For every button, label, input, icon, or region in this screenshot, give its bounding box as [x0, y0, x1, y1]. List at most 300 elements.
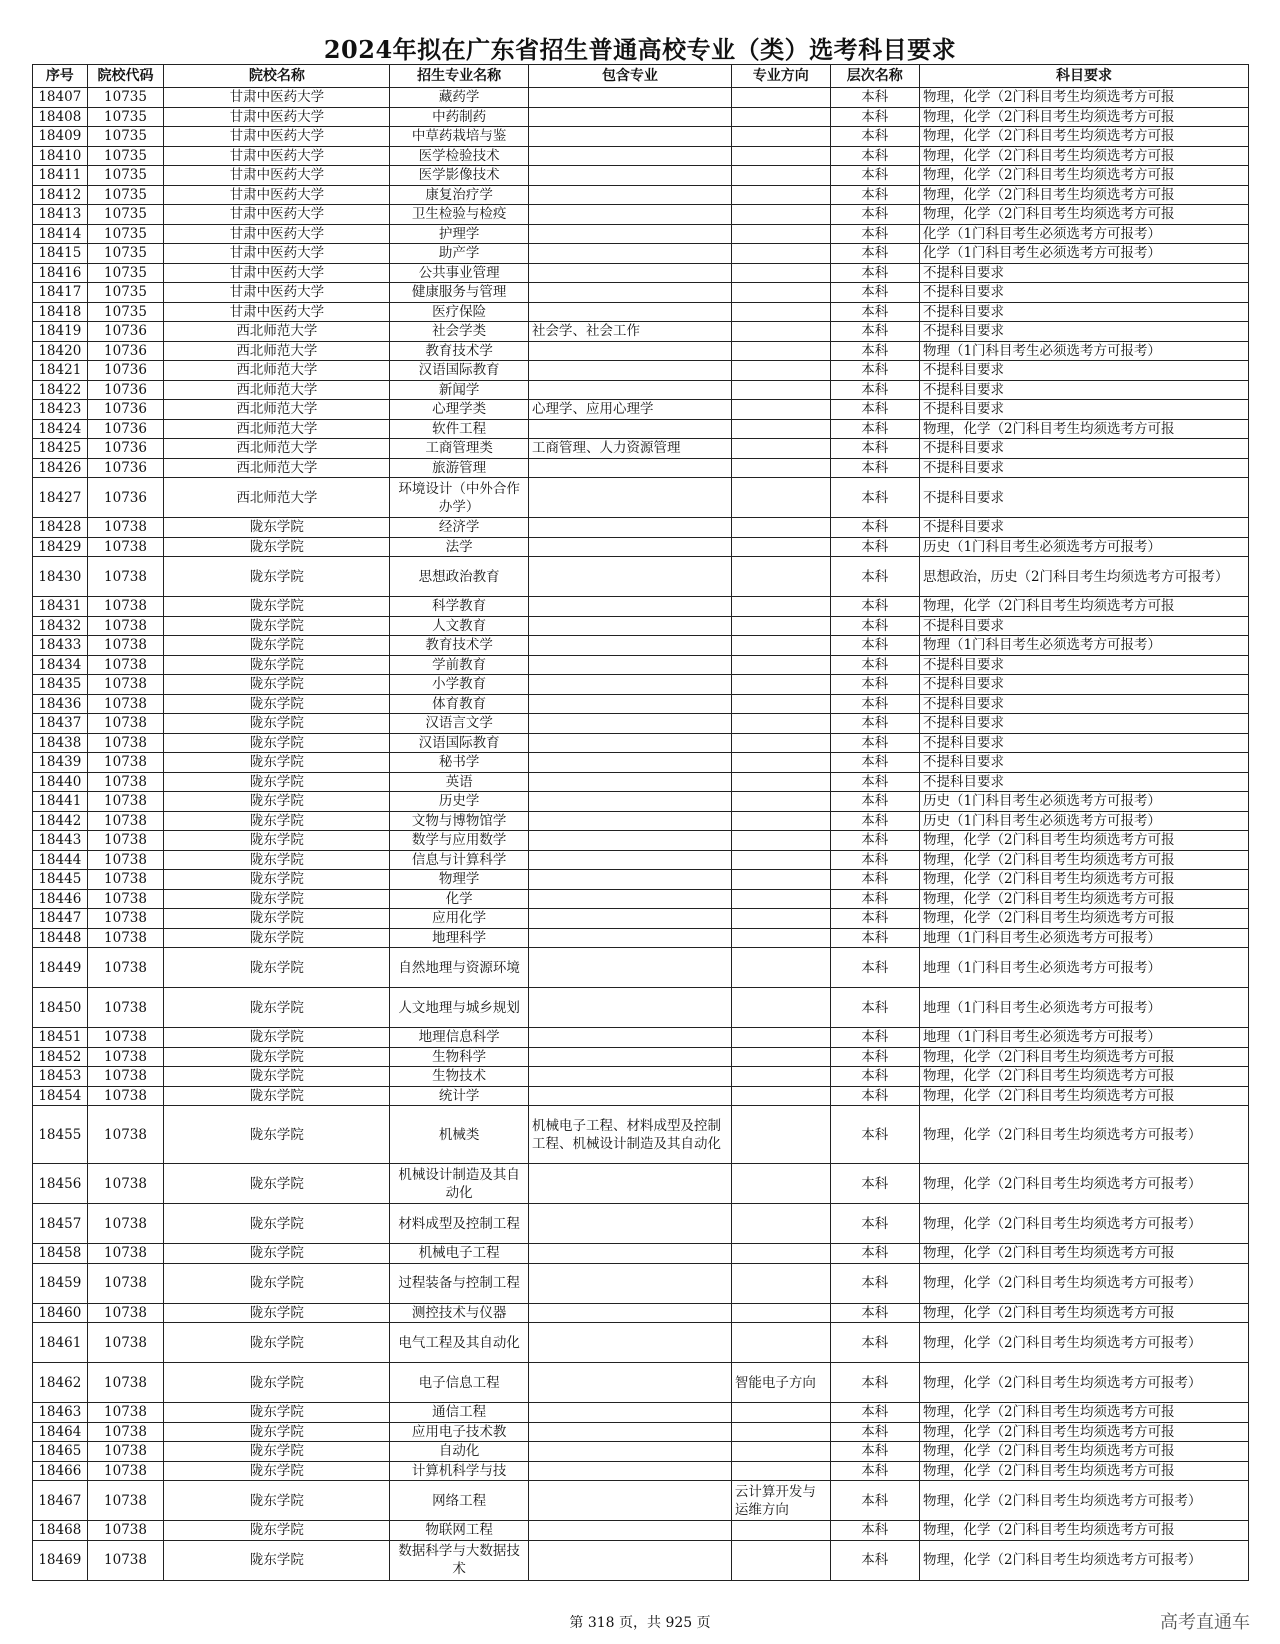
cell-major: 统计学: [390, 1086, 529, 1106]
cell-code: 10738: [87, 557, 164, 597]
cell-requirement: 物理（1门科目考生必须选考方可报考）: [919, 636, 1248, 656]
cell-requirement: 不提科目要求: [919, 714, 1248, 734]
cell-includes: [529, 224, 732, 244]
cell-seq: 18433: [33, 636, 88, 656]
cell-level: 本科: [830, 380, 919, 400]
cell-level: 本科: [830, 811, 919, 831]
cell-code: 10736: [87, 341, 164, 361]
cell-major: 信息与计算科学: [390, 850, 529, 870]
cell-includes: [529, 1067, 732, 1087]
table-row: [33, 909, 1249, 929]
cell-requirement: 化学（1门科目考生必须选考方可报考）: [919, 244, 1248, 264]
cell-direction: [731, 146, 830, 166]
cell-school: 陇东学院: [164, 1086, 390, 1106]
cell-level: 本科: [830, 1422, 919, 1442]
cell-code: 10738: [87, 1303, 164, 1323]
cell-requirement: 物理，化学（2门科目考生均须选考方可报: [919, 597, 1248, 617]
table-row: [33, 380, 1249, 400]
cell-direction: [731, 1403, 830, 1423]
cell-level: 本科: [830, 1461, 919, 1481]
cell-major: 汉语国际教育: [390, 361, 529, 381]
cell-requirement: 物理，化学（2门科目考生均须选考方可报: [919, 1521, 1248, 1541]
cell-level: 本科: [830, 655, 919, 675]
cell-requirement: 物理，化学（2门科目考生均须选考方可报考）: [919, 1323, 1248, 1363]
cell-level: 本科: [830, 1363, 919, 1403]
cell-major: 社会学类: [390, 322, 529, 342]
cell-direction: [731, 1164, 830, 1204]
cell-school: 陇东学院: [164, 557, 390, 597]
cell-major: 思想政治教育: [390, 557, 529, 597]
cell-seq: 18428: [33, 518, 88, 538]
cell-requirement: 不提科目要求: [919, 753, 1248, 773]
cell-school: 陇东学院: [164, 1540, 390, 1580]
cell-requirement: 不提科目要求: [919, 655, 1248, 675]
table-row: [33, 792, 1249, 812]
cell-includes: 工商管理、人力资源管理: [529, 439, 732, 459]
cell-school: 陇东学院: [164, 537, 390, 557]
cell-level: 本科: [830, 928, 919, 948]
cell-school: 西北师范大学: [164, 400, 390, 420]
cell-includes: [529, 302, 732, 322]
table-row: [33, 1164, 1249, 1204]
cell-direction: [731, 400, 830, 420]
cell-direction: [731, 655, 830, 675]
cell-level: 本科: [830, 439, 919, 459]
table-row: [33, 694, 1249, 714]
cell-major: 人文地理与城乡规划: [390, 988, 529, 1028]
cell-includes: [529, 1303, 732, 1323]
cell-includes: [529, 166, 732, 186]
cell-level: 本科: [830, 224, 919, 244]
cell-school: 甘肃中医药大学: [164, 127, 390, 147]
header-requirement: 科目要求: [919, 65, 1248, 88]
cell-includes: [529, 1323, 732, 1363]
cell-includes: [529, 283, 732, 303]
table-row: [33, 88, 1249, 108]
cell-code: 10735: [87, 107, 164, 127]
header-major: 招生专业名称: [390, 65, 529, 88]
cell-code: 10738: [87, 1481, 164, 1521]
cell-seq: 18436: [33, 694, 88, 714]
cell-includes: [529, 380, 732, 400]
cell-level: 本科: [830, 1047, 919, 1067]
cell-code: 10738: [87, 597, 164, 617]
cell-code: 10736: [87, 478, 164, 518]
cell-seq: 18450: [33, 988, 88, 1028]
cell-direction: [731, 792, 830, 812]
cell-direction: [731, 1204, 830, 1244]
cell-requirement: 物理，化学（2门科目考生均须选考方可报考）: [919, 1540, 1248, 1580]
table-row: [33, 1067, 1249, 1087]
cell-requirement: 物理，化学（2门科目考生均须选考方可报: [919, 127, 1248, 147]
table-row: [33, 537, 1249, 557]
cell-code: 10735: [87, 185, 164, 205]
cell-school: 陇东学院: [164, 714, 390, 734]
cell-includes: [529, 107, 732, 127]
cell-direction: [731, 889, 830, 909]
cell-requirement: 物理，化学（2门科目考生均须选考方可报考）: [919, 1204, 1248, 1244]
table-row: [33, 655, 1249, 675]
cell-code: 10738: [87, 518, 164, 538]
cell-seq: 18417: [33, 283, 88, 303]
table-row: [33, 439, 1249, 459]
cell-level: 本科: [830, 1540, 919, 1580]
cell-school: 陇东学院: [164, 1204, 390, 1244]
cell-includes: 心理学、应用心理学: [529, 400, 732, 420]
cell-code: 10738: [87, 675, 164, 695]
cell-includes: [529, 597, 732, 617]
cell-major: 人文教育: [390, 616, 529, 636]
cell-school: 陇东学院: [164, 1164, 390, 1204]
cell-major: 历史学: [390, 792, 529, 812]
cell-direction: [731, 831, 830, 851]
cell-code: 10738: [87, 870, 164, 890]
cell-includes: [529, 850, 732, 870]
cell-includes: [529, 1047, 732, 1067]
cell-major: 秘书学: [390, 753, 529, 773]
cell-level: 本科: [830, 1244, 919, 1264]
cell-school: 西北师范大学: [164, 458, 390, 478]
cell-code: 10738: [87, 1047, 164, 1067]
cell-school: 陇东学院: [164, 1521, 390, 1541]
cell-requirement: 物理，化学（2门科目考生均须选考方可报: [919, 850, 1248, 870]
cell-school: 陇东学院: [164, 616, 390, 636]
table-row: [33, 1204, 1249, 1244]
cell-requirement: 物理，化学（2门科目考生均须选考方可报: [919, 88, 1248, 108]
cell-major: 旅游管理: [390, 458, 529, 478]
cell-requirement: 物理，化学（2门科目考生均须选考方可报: [919, 1047, 1248, 1067]
cell-seq: 18439: [33, 753, 88, 773]
cell-school: 陇东学院: [164, 889, 390, 909]
cell-level: 本科: [830, 1204, 919, 1244]
table-row: [33, 1403, 1249, 1423]
table-row: [33, 361, 1249, 381]
cell-includes: [529, 537, 732, 557]
cell-level: 本科: [830, 948, 919, 988]
cell-direction: [731, 283, 830, 303]
cell-requirement: 物理，化学（2门科目考生均须选考方可报考）: [919, 1481, 1248, 1521]
cell-direction: [731, 1461, 830, 1481]
cell-includes: [529, 1521, 732, 1541]
table-row: [33, 1047, 1249, 1067]
cell-includes: [529, 792, 732, 812]
cell-school: 甘肃中医药大学: [164, 88, 390, 108]
cell-direction: [731, 557, 830, 597]
cell-major: 数据科学与大数据技术: [390, 1540, 529, 1580]
cell-seq: 18421: [33, 361, 88, 381]
cell-seq: 18423: [33, 400, 88, 420]
cell-requirement: 历史（1门科目考生必须选考方可报考）: [919, 792, 1248, 812]
cell-school: 甘肃中医药大学: [164, 283, 390, 303]
cell-school: 陇东学院: [164, 792, 390, 812]
table-row: [33, 850, 1249, 870]
cell-code: 10738: [87, 636, 164, 656]
table-row: [33, 224, 1249, 244]
cell-includes: [529, 1244, 732, 1264]
cell-direction: [731, 928, 830, 948]
cell-code: 10738: [87, 753, 164, 773]
cell-level: 本科: [830, 1028, 919, 1048]
cell-level: 本科: [830, 733, 919, 753]
cell-level: 本科: [830, 1164, 919, 1204]
cell-level: 本科: [830, 792, 919, 812]
cell-level: 本科: [830, 341, 919, 361]
cell-major: 物联网工程: [390, 1521, 529, 1541]
cell-major: 教育技术学: [390, 636, 529, 656]
cell-major: 机械电子工程: [390, 1244, 529, 1264]
table-header-row: [33, 65, 1249, 88]
cell-code: 10736: [87, 322, 164, 342]
cell-code: 10738: [87, 1086, 164, 1106]
cell-seq: 18408: [33, 107, 88, 127]
cell-direction: [731, 224, 830, 244]
cell-direction: 云计算开发与运维方向: [731, 1481, 830, 1521]
cell-direction: [731, 458, 830, 478]
table-row: [33, 616, 1249, 636]
cell-major: 法学: [390, 537, 529, 557]
cell-seq: 18427: [33, 478, 88, 518]
cell-includes: [529, 1363, 732, 1403]
cell-level: 本科: [830, 694, 919, 714]
cell-code: 10735: [87, 205, 164, 225]
cell-school: 西北师范大学: [164, 478, 390, 518]
cell-level: 本科: [830, 1481, 919, 1521]
cell-level: 本科: [830, 107, 919, 127]
cell-seq: 18435: [33, 675, 88, 695]
cell-seq: 18437: [33, 714, 88, 734]
cell-requirement: 物理，化学（2门科目考生均须选考方可报: [919, 107, 1248, 127]
cell-seq: 18469: [33, 1540, 88, 1580]
cell-code: 10735: [87, 263, 164, 283]
cell-code: 10735: [87, 88, 164, 108]
cell-requirement: 不提科目要求: [919, 518, 1248, 538]
cell-major: 藏药学: [390, 88, 529, 108]
cell-includes: [529, 1422, 732, 1442]
cell-includes: [529, 88, 732, 108]
table-row: [33, 322, 1249, 342]
cell-school: 甘肃中医药大学: [164, 185, 390, 205]
cell-seq: 18440: [33, 772, 88, 792]
cell-major: 公共事业管理: [390, 263, 529, 283]
cell-requirement: 不提科目要求: [919, 322, 1248, 342]
table-row: [33, 988, 1249, 1028]
cell-code: 10738: [87, 850, 164, 870]
header-school: 院校名称: [164, 65, 390, 88]
cell-seq: 18465: [33, 1442, 88, 1462]
cell-direction: [731, 518, 830, 538]
cell-direction: [731, 1086, 830, 1106]
cell-requirement: 物理，化学（2门科目考生均须选考方可报: [919, 185, 1248, 205]
cell-major: 自动化: [390, 1442, 529, 1462]
cell-seq: 18457: [33, 1204, 88, 1244]
cell-level: 本科: [830, 1263, 919, 1303]
cell-requirement: 物理，化学（2门科目考生均须选考方可报考）: [919, 1363, 1248, 1403]
cell-code: 10738: [87, 1403, 164, 1423]
cell-direction: 智能电子方向: [731, 1363, 830, 1403]
cell-direction: [731, 597, 830, 617]
table-row: [33, 185, 1249, 205]
table-row: [33, 458, 1249, 478]
page-title: 2024年拟在广东省招生普通高校专业（类）选考科目要求: [323, 35, 957, 64]
cell-code: 10738: [87, 909, 164, 929]
cell-major: 心理学类: [390, 400, 529, 420]
cell-school: 西北师范大学: [164, 439, 390, 459]
cell-direction: [731, 419, 830, 439]
cell-includes: 机械电子工程、材料成型及控制工程、机械设计制造及其自动化: [529, 1106, 732, 1164]
cell-includes: [529, 988, 732, 1028]
cell-direction: [731, 1442, 830, 1462]
cell-major: 医疗保险: [390, 302, 529, 322]
cell-code: 10738: [87, 1442, 164, 1462]
cell-seq: 18445: [33, 870, 88, 890]
table-row: [33, 341, 1249, 361]
cell-seq: 18413: [33, 205, 88, 225]
cell-level: 本科: [830, 889, 919, 909]
cell-requirement: 地理（1门科目考生必须选考方可报考）: [919, 988, 1248, 1028]
cell-school: 陇东学院: [164, 909, 390, 929]
cell-level: 本科: [830, 537, 919, 557]
cell-level: 本科: [830, 205, 919, 225]
cell-school: 陇东学院: [164, 675, 390, 695]
cell-major: 计算机科学与技: [390, 1461, 529, 1481]
cell-requirement: 地理（1门科目考生必须选考方可报考）: [919, 948, 1248, 988]
cell-includes: [529, 948, 732, 988]
cell-major: 小学教育: [390, 675, 529, 695]
table-row: [33, 557, 1249, 597]
cell-seq: 18449: [33, 948, 88, 988]
cell-seq: 18464: [33, 1422, 88, 1442]
cell-direction: [731, 263, 830, 283]
cell-requirement: 物理，化学（2门科目考生均须选考方可报: [919, 1303, 1248, 1323]
cell-includes: [529, 518, 732, 538]
cell-level: 本科: [830, 1323, 919, 1363]
cell-major: 助产学: [390, 244, 529, 264]
cell-direction: [731, 478, 830, 518]
cell-code: 10738: [87, 1244, 164, 1264]
cell-direction: [731, 753, 830, 773]
cell-direction: [731, 205, 830, 225]
cell-includes: [529, 675, 732, 695]
table-row: [33, 1244, 1249, 1264]
cell-direction: [731, 107, 830, 127]
cell-school: 陇东学院: [164, 1028, 390, 1048]
cell-code: 10738: [87, 1067, 164, 1087]
cell-school: 西北师范大学: [164, 380, 390, 400]
cell-major: 康复治疗学: [390, 185, 529, 205]
cell-code: 10736: [87, 439, 164, 459]
cell-school: 陇东学院: [164, 928, 390, 948]
cell-major: 地理信息科学: [390, 1028, 529, 1048]
cell-code: 10738: [87, 1540, 164, 1580]
cell-requirement: 物理，化学（2门科目考生均须选考方可报考）: [919, 1106, 1248, 1164]
table-row: [33, 733, 1249, 753]
cell-requirement: 不提科目要求: [919, 694, 1248, 714]
cell-seq: 18458: [33, 1244, 88, 1264]
cell-school: 甘肃中医药大学: [164, 107, 390, 127]
table-row: [33, 1028, 1249, 1048]
cell-code: 10738: [87, 1028, 164, 1048]
cell-code: 10735: [87, 127, 164, 147]
cell-code: 10738: [87, 811, 164, 831]
cell-seq: 18468: [33, 1521, 88, 1541]
cell-code: 10735: [87, 146, 164, 166]
cell-code: 10738: [87, 1363, 164, 1403]
cell-includes: [529, 928, 732, 948]
cell-requirement: 化学（1门科目考生必须选考方可报考）: [919, 224, 1248, 244]
cell-includes: [529, 1540, 732, 1580]
cell-major: 电气工程及其自动化: [390, 1323, 529, 1363]
cell-direction: [731, 1521, 830, 1541]
cell-level: 本科: [830, 302, 919, 322]
cell-seq: 18448: [33, 928, 88, 948]
table-row: [33, 302, 1249, 322]
requirements-table: [32, 64, 1249, 1581]
cell-requirement: 不提科目要求: [919, 263, 1248, 283]
cell-major: 教育技术学: [390, 341, 529, 361]
table-row: [33, 419, 1249, 439]
cell-code: 10738: [87, 889, 164, 909]
cell-seq: 18442: [33, 811, 88, 831]
cell-major: 应用化学: [390, 909, 529, 929]
cell-direction: [731, 948, 830, 988]
cell-seq: 18412: [33, 185, 88, 205]
cell-level: 本科: [830, 458, 919, 478]
cell-school: 甘肃中医药大学: [164, 224, 390, 244]
cell-level: 本科: [830, 597, 919, 617]
cell-school: 陇东学院: [164, 831, 390, 851]
cell-includes: [529, 1403, 732, 1423]
cell-school: 陇东学院: [164, 636, 390, 656]
cell-requirement: 地理（1门科目考生必须选考方可报考）: [919, 928, 1248, 948]
cell-major: 机械类: [390, 1106, 529, 1164]
cell-level: 本科: [830, 850, 919, 870]
cell-school: 陇东学院: [164, 1461, 390, 1481]
cell-major: 通信工程: [390, 1403, 529, 1423]
cell-seq: 18425: [33, 439, 88, 459]
cell-code: 10738: [87, 1422, 164, 1442]
cell-seq: 18409: [33, 127, 88, 147]
table-row: [33, 597, 1249, 617]
cell-code: 10738: [87, 831, 164, 851]
cell-code: 10738: [87, 1461, 164, 1481]
cell-seq: 18414: [33, 224, 88, 244]
cell-requirement: 物理，化学（2门科目考生均须选考方可报: [919, 146, 1248, 166]
cell-major: 汉语言文学: [390, 714, 529, 734]
cell-major: 健康服务与管理: [390, 283, 529, 303]
table-row: [33, 772, 1249, 792]
cell-level: 本科: [830, 1086, 919, 1106]
cell-major: 软件工程: [390, 419, 529, 439]
cell-includes: [529, 811, 732, 831]
cell-school: 陇东学院: [164, 988, 390, 1028]
cell-level: 本科: [830, 146, 919, 166]
cell-school: 甘肃中医药大学: [164, 302, 390, 322]
cell-code: 10738: [87, 1263, 164, 1303]
cell-level: 本科: [830, 166, 919, 186]
table-body: [33, 88, 1249, 1581]
table-row: [33, 675, 1249, 695]
cell-requirement: 不提科目要求: [919, 400, 1248, 420]
table-row: [33, 1422, 1249, 1442]
table-row: [33, 1540, 1249, 1580]
table-row: [33, 1363, 1249, 1403]
cell-includes: [529, 616, 732, 636]
cell-level: 本科: [830, 772, 919, 792]
cell-major: 生物科学: [390, 1047, 529, 1067]
cell-direction: [731, 988, 830, 1028]
table-row: [33, 811, 1249, 831]
cell-code: 10735: [87, 224, 164, 244]
